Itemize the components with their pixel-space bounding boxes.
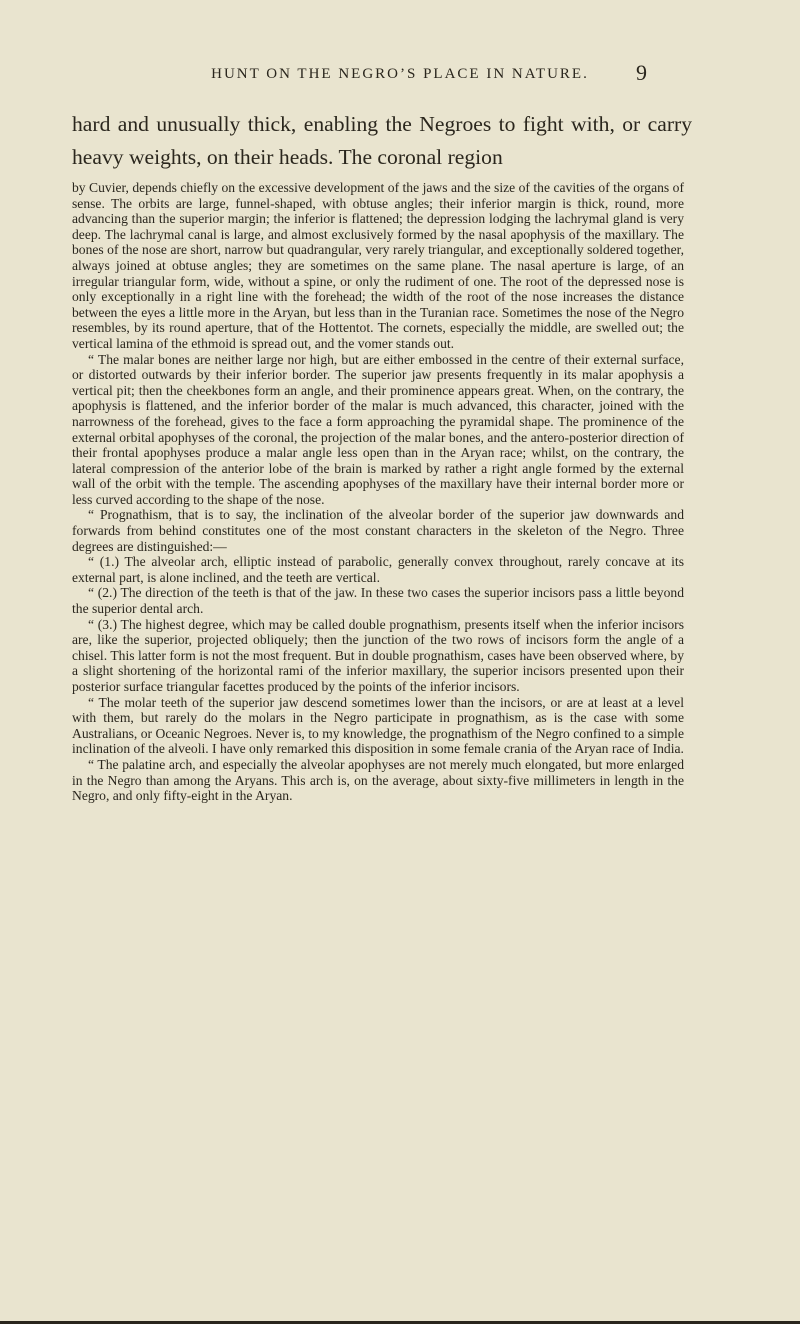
footnote-paragraph: “ The molar teeth of the superior jaw descend sometimes lower than the incisors, or are at least at a level with them, but rarely do the molars in the Negro participate in prognathism, as is the case with some Australians, or Oceanic Negroes. Never is, to my knowledge, the prognathism of the Negro confined to a simple inclination of the alveoli. I have only remarked this disposition in some female crania of the Aryan race of India. [72, 694, 684, 757]
footnote-paragraph: “ (1.) The alveolar arch, elliptic instead of parabolic, generally convex throughout, rarely concave at its external part, is alone inclined, and the teeth are vertical. [72, 554, 684, 585]
footnote-paragraph: “ Prognathism, that is to say, the inclination of the alveolar border of the superior jaw downwards and forwards from behind constitutes one of the most constant characters in the skeleton of the Negro. Three degrees are distinguished:— [72, 507, 684, 554]
footnote [72, 180, 684, 804]
body-text: hard and unusually thick, enabling the Negroes to fight with, or carry heavy weights, on their heads. The coronal region [72, 112, 692, 169]
footnote-paragraph: “ The palatine arch, and especially the alveolar apophyses are not merely much elongated, but more enlarged in the Negro than among the Aryans. This arch is, on the average, about sixty-five millimeters in length in the Negro, and only fifty-eight in the Aryan. [72, 756, 684, 804]
footnote-paragraph: “ The malar bones are neither large nor high, but are either embossed in the centre of their external surface, or distorted outwards by their inferior border. The superior jaw presents frequently in its malar apophysis a vertical pit; then the cheekbones form an angle, and their prominence appears great. When, on the contrary, the apophysis is flattened, and the inferior border of the malar is much advanced, this character, joined with the narrowness of the forehead, gives to the face a form approaching the pyramidal shape. The prominence of the external orbital apophyses of the coronal, the projection of the malar bones, and the antero-posterior direction of their frontal apophyses produce a malar angle less open than in the Aryan race; whilst, on the contrary, the lateral compression of the anterior lobe of the brain is marked by rather a right angle formed by the external wall of the orbit with the temple. The ascending apophyses of the maxillary have their internal border more or less curved according to the shape of the nose. [72, 351, 684, 507]
running-head: HUNT ON THE NEGRO’S PLACE IN NATURE. [211, 66, 589, 82]
footnote-paragraph: by Cuvier, depends chiefly on the excessive development of the jaws and the size of the cavities of the organs of sense. The orbits are large, funnel-shaped, with obtuse angles; their inferior margin is thick, round, more advancing than the superior margin; the inferior is flattened; the depression lodging the lachrymal gland is very deep. The lachrymal canal is large, and almost exclusively formed by the nasal apophysis of the maxillary. The bones of the nose are short, narrow but quadrangular, very rarely triangular, and exceptionally soldered together, always joined at obtuse angles; they are sometimes on the same plane. The nasal aperture is large, of an irregular triangular form, wide, without a spine, or only the rudiment of one. The root of the depressed nose is only exceptionally in a right line with the forehead; the width of the root of the nose increases the distance between the eyes a little more in the Aryan, but less than in the Turanian race. Sometimes the nose of the Negro resembles, by its round aperture, that of the Hottentot. The cornets, especially the middle, are swelled out; the vertical lamina of the ethmoid is spread out, and the vomer stands out. [72, 180, 684, 351]
footnote-paragraph: “ (3.) The highest degree, which may be called double prognathism, presents itself when the inferior incisors are, like the superior, projected obliquely; then the junction of the two rows of incisors form the angle of a chisel. This latter form is not the most frequent. But in double prognathism, cases have been observed where, by a slight shortening of the horizontal rami of the inferior maxillary, the superior incisors presented upon their posterior surface triangular facettes produced by the points of the inferior incisors. [72, 616, 684, 694]
page-number: 9 [636, 60, 647, 85]
footnote-paragraph: “ (2.) The direction of the teeth is that of the jaw. In these two cases the superior incisors pass a little beyond the superior dental arch. [72, 585, 684, 617]
